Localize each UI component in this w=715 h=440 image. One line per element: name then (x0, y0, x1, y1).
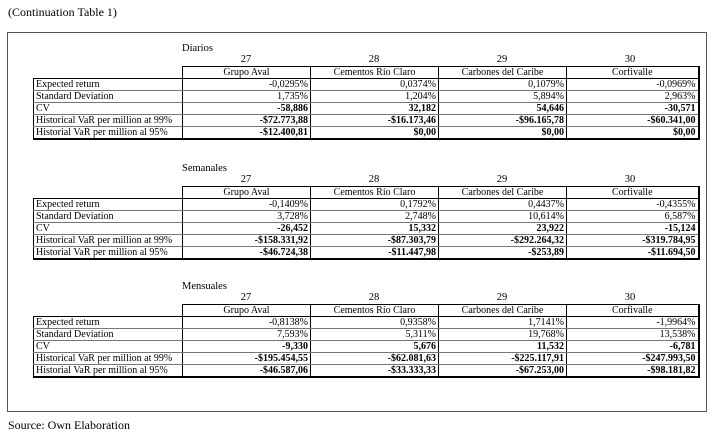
cell-value: -$60.341,00 (567, 115, 699, 127)
column-number: 28 (368, 292, 380, 303)
header-blank (34, 187, 183, 199)
cell-value: 11,532 (439, 341, 567, 353)
cell-value: 0,1792% (311, 199, 439, 211)
column-numbers (33, 54, 698, 66)
source-note: Source: Own Elaboration (8, 418, 130, 432)
cell-value: -58,886 (183, 103, 311, 115)
cell-value: 5,311% (311, 329, 439, 341)
table-row (34, 103, 699, 115)
column-number: 27 (240, 54, 252, 65)
table-row (34, 341, 699, 353)
column-numbers (33, 292, 698, 304)
stats-table (33, 304, 700, 378)
company-header: Grupo Aval (183, 187, 311, 199)
cell-value: -$67.253,00 (439, 365, 567, 378)
cell-value: 0,9358% (311, 317, 439, 329)
company-header: Grupo Aval (183, 305, 311, 317)
cell-value: -0,0969% (567, 79, 699, 91)
row-label: Expected return (34, 199, 183, 211)
cell-value: -0,0295% (183, 79, 311, 91)
company-header: Cementos Río Claro (311, 67, 439, 79)
company-header: Grupo Aval (183, 67, 311, 79)
column-number: 29 (496, 292, 508, 303)
cell-value: 0,1079% (439, 79, 567, 91)
cell-value: -30,571 (567, 103, 699, 115)
table-caption: (Continuation Table 1) (8, 5, 117, 19)
cell-value: 0,0374% (311, 79, 439, 91)
table-row (34, 365, 699, 378)
table-row (34, 329, 699, 341)
row-label: Historial VaR per million al 95% (34, 127, 183, 140)
cell-value: -$46.587,06 (183, 365, 311, 378)
column-number: 29 (496, 54, 508, 65)
column-number: 30 (624, 174, 636, 185)
cell-value: 32,182 (311, 103, 439, 115)
cell-value: 54,646 (439, 103, 567, 115)
cell-value: 19,768% (439, 329, 567, 341)
column-numbers (33, 174, 698, 186)
cell-value: -$46.724,38 (183, 247, 311, 260)
table-row (34, 235, 699, 247)
company-header: Carbones del Caribe (439, 187, 567, 199)
period-label: Mensuales (182, 281, 227, 292)
cell-value: 7,593% (183, 329, 311, 341)
cell-value: 15,332 (311, 223, 439, 235)
cell-value: $0,00 (439, 127, 567, 140)
cell-value: $0,00 (311, 127, 439, 140)
header-row (34, 67, 699, 79)
row-label: Historical VaR per million at 99% (34, 115, 183, 127)
cell-value: 0,4437% (439, 199, 567, 211)
table-row (34, 353, 699, 365)
cell-value: -$98.181,82 (567, 365, 699, 378)
cell-value: -15,124 (567, 223, 699, 235)
cell-value: -$247.993,50 (567, 353, 699, 365)
company-header: Corfivalle (567, 67, 699, 79)
cell-value: -$225.117,91 (439, 353, 567, 365)
company-header: Cementos Río Claro (311, 187, 439, 199)
cell-value: -6,781 (567, 341, 699, 353)
table-row (34, 247, 699, 260)
cell-value: -$11.447,98 (311, 247, 439, 260)
row-label: Historical VaR per million at 99% (34, 353, 183, 365)
cell-value: -0,1409% (183, 199, 311, 211)
header-blank (34, 67, 183, 79)
cell-value: -$319.784,95 (567, 235, 699, 247)
row-label: Standard Deviation (34, 91, 183, 103)
company-header: Corfivalle (567, 187, 699, 199)
cell-value: -26,452 (183, 223, 311, 235)
table-row (34, 79, 699, 91)
cell-value: -$158.331,92 (183, 235, 311, 247)
table-row (34, 91, 699, 103)
table-row (34, 211, 699, 223)
cell-value: 3,728% (183, 211, 311, 223)
period-label: Semanales (182, 163, 227, 174)
column-number: 28 (368, 54, 380, 65)
company-header: Corfivalle (567, 305, 699, 317)
cell-value: -$12.400,81 (183, 127, 311, 140)
period-label: Diarios (182, 43, 213, 54)
cell-value: -0,4355% (567, 199, 699, 211)
cell-value: -$195.454,55 (183, 353, 311, 365)
stats-table (33, 66, 700, 140)
header-row (34, 187, 699, 199)
cell-value: -0,8138% (183, 317, 311, 329)
cell-value: -$16.173,46 (311, 115, 439, 127)
row-label: CV (34, 341, 183, 353)
cell-value: 6,587% (567, 211, 699, 223)
column-number: 30 (624, 54, 636, 65)
row-label: CV (34, 223, 183, 235)
company-header: Carbones del Caribe (439, 67, 567, 79)
cell-value: -1,9964% (567, 317, 699, 329)
cell-value: 1,204% (311, 91, 439, 103)
cell-value: -9,330 (183, 341, 311, 353)
row-label: Standard Deviation (34, 211, 183, 223)
column-number: 30 (624, 292, 636, 303)
cell-value: 1,735% (183, 91, 311, 103)
table-row (34, 317, 699, 329)
column-number: 27 (240, 292, 252, 303)
cell-value: 13,538% (567, 329, 699, 341)
table-row (34, 127, 699, 140)
cell-value: -$72.773,88 (183, 115, 311, 127)
column-number: 28 (368, 174, 380, 185)
row-label: Historial VaR per million al 95% (34, 365, 183, 378)
cell-value: -$253,89 (439, 247, 567, 260)
company-header: Carbones del Caribe (439, 305, 567, 317)
table-row (34, 199, 699, 211)
row-label: CV (34, 103, 183, 115)
row-label: Expected return (34, 79, 183, 91)
cell-value: 2,963% (567, 91, 699, 103)
cell-value: 5,676 (311, 341, 439, 353)
stats-table (33, 186, 700, 260)
cell-value: -$292.264,32 (439, 235, 567, 247)
cell-value: -$87.303,79 (311, 235, 439, 247)
company-header: Cementos Río Claro (311, 305, 439, 317)
cell-value: 1,7141% (439, 317, 567, 329)
cell-value: -$96.165,78 (439, 115, 567, 127)
cell-value: -$11.694,50 (567, 247, 699, 260)
row-label: Expected return (34, 317, 183, 329)
row-label: Standard Deviation (34, 329, 183, 341)
cell-value: 10,614% (439, 211, 567, 223)
header-row (34, 305, 699, 317)
table-frame (7, 32, 707, 412)
header-blank (34, 305, 183, 317)
cell-value: -$62.081,63 (311, 353, 439, 365)
cell-value: 23,922 (439, 223, 567, 235)
cell-value: 5,894% (439, 91, 567, 103)
cell-value: $0,00 (567, 127, 699, 140)
row-label: Historical VaR per million at 99% (34, 235, 183, 247)
table-row (34, 223, 699, 235)
cell-value: 2,748% (311, 211, 439, 223)
table-row (34, 115, 699, 127)
cell-value: -$33.333,33 (311, 365, 439, 378)
row-label: Historial VaR per million al 95% (34, 247, 183, 260)
column-number: 27 (240, 174, 252, 185)
column-number: 29 (496, 174, 508, 185)
